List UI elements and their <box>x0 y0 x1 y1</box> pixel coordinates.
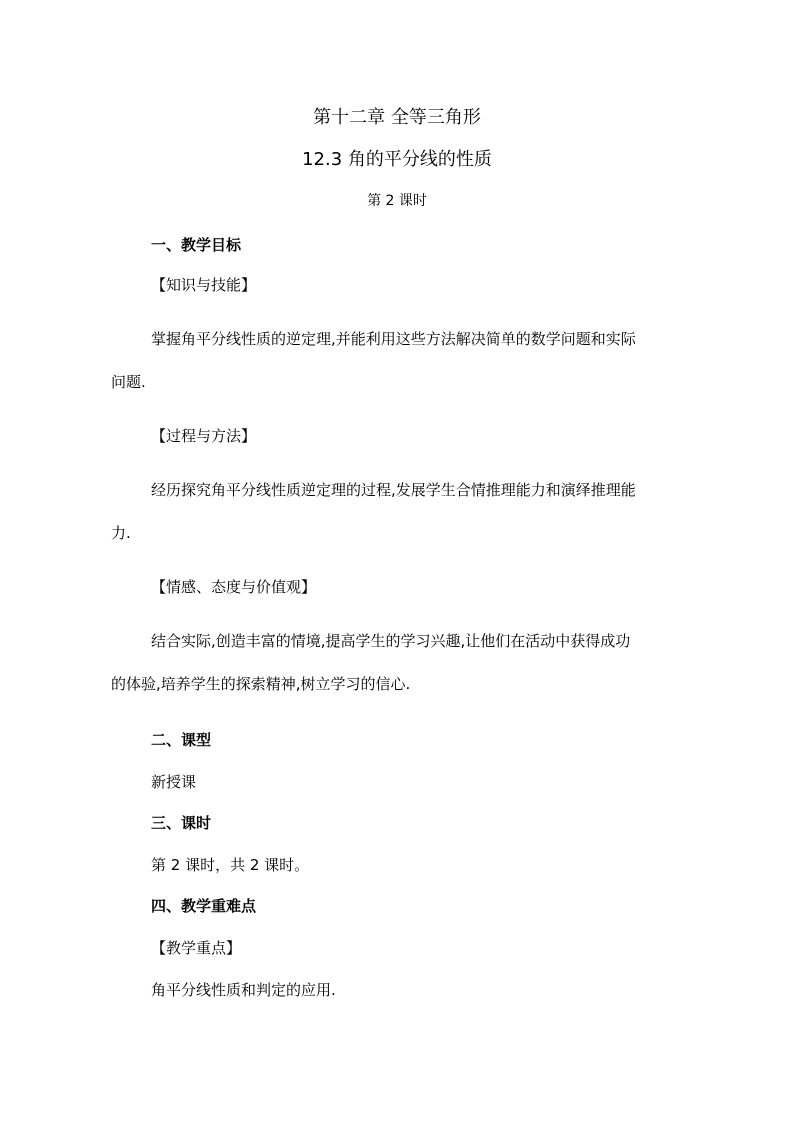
attitude-paragraph-line-1: 结合实际,创造丰富的情境,提高学生的学习兴趣,让他们在活动中获得成功 <box>151 632 631 650</box>
lesson-type-heading: 二、课型 <box>151 731 212 749</box>
process-paragraph-line-2: 力. <box>111 524 131 542</box>
class-hours-value: 第 2 课时，共 2 课时。 <box>151 856 310 874</box>
process-methods-label: 【过程与方法】 <box>151 427 257 445</box>
process-paragraph-line-1: 经历探究角平分线性质逆定理的过程,发展学生合情推理能力和演绎推理能 <box>151 481 636 499</box>
section-title: 12.3 角的平分线的性质 <box>302 149 492 170</box>
lesson-title: 第 2 课时 <box>367 193 427 209</box>
chapter-title: 第十二章 全等三角形 <box>313 107 481 128</box>
knowledge-paragraph-line-2: 问题. <box>111 373 146 391</box>
class-hours-heading: 三、课时 <box>151 814 212 832</box>
teaching-focus-label: 【教学重点】 <box>151 939 242 957</box>
objectives-heading: 一、教学目标 <box>151 236 242 254</box>
attitude-paragraph-line-2: 的体验,培养学生的探索精神,树立学习的信心. <box>111 675 411 693</box>
key-points-heading: 四、教学重难点 <box>151 897 257 915</box>
lesson-type-value: 新授课 <box>151 773 197 791</box>
knowledge-skills-label: 【知识与技能】 <box>151 276 257 294</box>
attitude-values-label: 【情感、态度与价值观】 <box>151 578 317 596</box>
knowledge-paragraph-line-1: 掌握角平分线性质的逆定理,并能利用这些方法解决简单的数学问题和实际 <box>151 330 636 348</box>
teaching-focus-value: 角平分线性质和判定的应用. <box>151 981 336 999</box>
